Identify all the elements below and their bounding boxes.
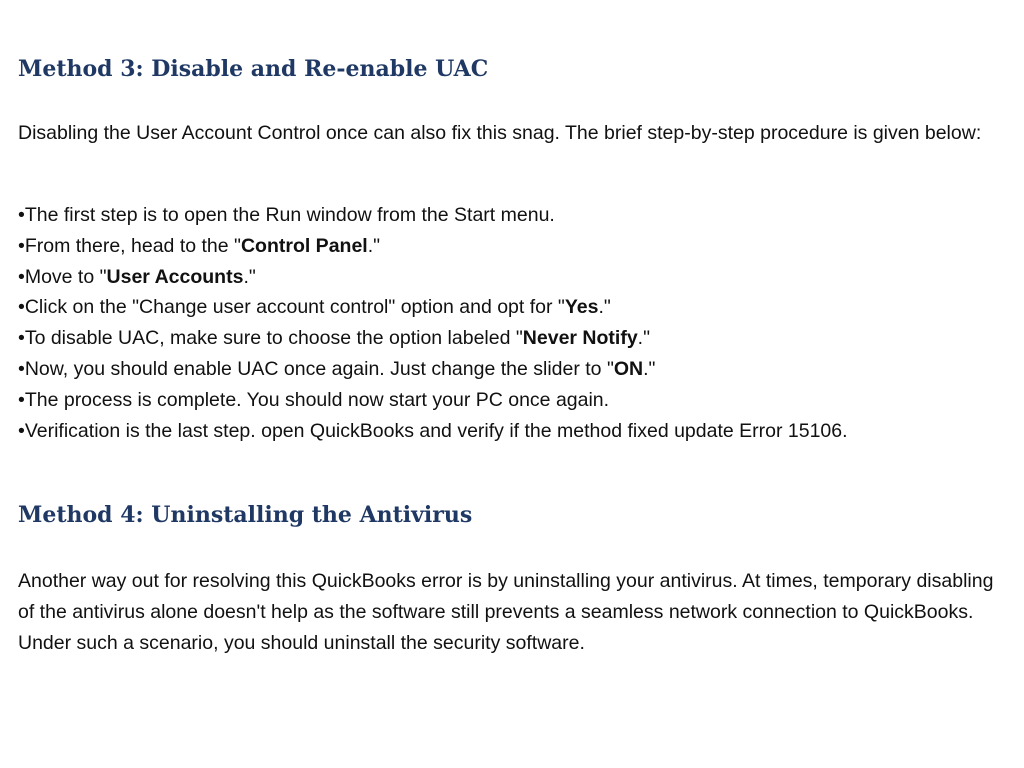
step-item: •Click on the "Change user account control" option and opt for "Yes." <box>18 296 611 319</box>
step-bold-term: Never Notify <box>522 327 638 350</box>
step-item: •To disable UAC, make sure to choose the option labeled "Never Notify." <box>18 327 651 350</box>
step-item: •The first step is to open the Run window from the Start menu. <box>18 204 555 226</box>
step-bold-term: Control Panel <box>240 234 368 257</box>
method-3-heading: Method 3: Disable and Re-enable UAC <box>18 56 489 82</box>
step-item: •From there, head to the "Control Panel." <box>18 234 381 257</box>
method-4-body: Another way out for resolving this QuickBooks error is by uninstalling your antivirus. At times, temporary disabling of the antivirus alone doesn't help as the software still prevents a seamless network connection to QuickBooks. Under such a scenario, you should uninstall the security software. <box>18 570 994 654</box>
step-item: •The process is complete. You should now start your PC once again. <box>18 388 610 411</box>
step-bold-term: User Accounts <box>106 265 244 288</box>
step-item: •Now, you should enable UAC once again. Just change the slider to "ON." <box>18 357 656 380</box>
step-bold-term: Yes <box>564 296 599 319</box>
step-bold-term: ON <box>613 357 644 380</box>
method-3-steps <box>18 200 1008 446</box>
method-3-intro: Disabling the User Account Control once can also fix this snag. The brief step-by-step procedure is given below: <box>18 122 982 144</box>
step-item: •Verification is the last step. open QuickBooks and verify if the method fixed update Error 15106. <box>18 419 848 442</box>
step-item: •Move to "User Accounts." <box>18 265 256 288</box>
method-4-heading: Method 4: Uninstalling the Antivirus <box>18 502 473 528</box>
